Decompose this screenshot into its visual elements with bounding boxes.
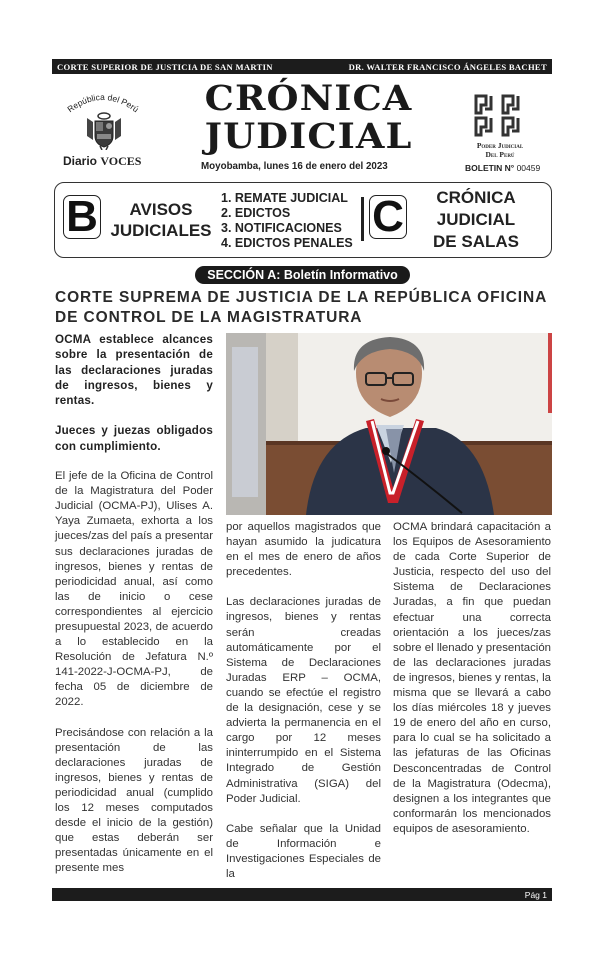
diario-voces-label: Diario VOCES — [63, 154, 142, 168]
article-lead: OCMA establece alcances sobre la presentación de las declaraciones juradas de ingresos, bienes y rentas. — [55, 333, 213, 408]
list-item: 4. EDICTOS PENALES — [221, 236, 353, 250]
paragraph: por aquellos magistrados que hayan asumido la judicatura en el mes de enero de años precedentes. — [226, 521, 381, 579]
article-column-1 — [55, 332, 213, 892]
masthead-title — [196, 80, 421, 156]
masthead-line1: CRÓNICA — [204, 78, 413, 119]
top-header-bar — [52, 59, 552, 74]
peru-coat-of-arms-icon — [84, 110, 124, 150]
man-speaking-photo — [226, 333, 552, 515]
masthead-line2: JUDICIAL — [204, 116, 413, 157]
footer-bar — [52, 888, 552, 901]
article-headline: CORTE SUPREMA DE JUSTICIA DE LA REPÚBLICA OFICINA DE CONTROL DE LA MAGISTRATURA — [55, 289, 547, 326]
court-name: CORTE SUPERIOR DE JUSTICIA DE SAN MARTIN — [57, 61, 273, 72]
diario-voces-logo — [58, 88, 148, 173]
director-name: DR. WALTER FRANCISCO ÁNGELES BACHET — [348, 61, 547, 72]
list-item: 2. EDICTOS — [221, 206, 291, 220]
section-b-letter: B — [63, 195, 101, 239]
list-item: 3. NOTIFICACIONES — [221, 221, 342, 235]
paragraph: Cabe señalar que la Unidad de Información e Investigaciones Especiales de la — [226, 822, 381, 880]
section-b-title: AVISOS JUDICIALES — [110, 200, 212, 240]
paragraph: OCMA brindará capacitación a los Equipos de Asesoramiento de cada Corte Superior de Justicia, respecto del uso del Sistema de Declaraciones Juradas, a fin que puedan efectuar una correcta orientación a los jueces/zas sobre el llenado y presentación de las declaraciones juradas de ingresos, bienes y rentas, la misma que se llevará a cabo los días miércoles 18 y jueves 19 de enero del año en curso, para lo cual se ha solicitado a las jefaturas de las Oficinas Desconcentradas de Control de la Magistratura (Odecma), designen a los integrantes que conformarán los mencionados equipos de asesoramiento. — [393, 521, 551, 835]
paragraph: Precisándose con relación a la presentación de las declaraciones juradas de ingresos, bienes y rentas de periodicidad anual (cumplido los 12 meses computados desde el inicio de la gestión) que estas deberán ser presentadas únicamente en el presente mes — [55, 726, 213, 875]
page-number: Pág 1 — [524, 889, 547, 900]
article-column-3 — [393, 520, 551, 852]
poder-judicial-logo-icon — [473, 93, 525, 139]
section-b-list — [221, 191, 353, 251]
section-label-pill: SECCIÓN A: Boletín Informativo — [195, 266, 410, 284]
divider — [361, 197, 364, 241]
paragraph: El jefe de la Oficina de Control de la Magistratura del Poder Judicial (OCMA-PJ), Ulises A. Yaya Zumaeta, exhorta a los jueces/zas del país a presentar sus declaraciones juradas de ingresos, bienes y rentas de periodicidad anual, así como las de inicio o cese correspondientes al ejercicio presupuestal 2023, de acuerdo a lo establecido en la Resolución de Jefatura N.º 141-2022-J-OCMA-PJ, de fecha 05 de diciembre de 2022. — [55, 470, 213, 709]
article-photo — [226, 333, 552, 515]
svg-text:República del Perú: República del Perú — [65, 91, 141, 115]
section-c-title: CRÓNICA JUDICIAL DE SALAS — [433, 188, 519, 251]
dateline: Moyobamba, lunes 16 de enero del 2023 — [201, 161, 388, 172]
boletin-number: BOLETIN N° 00459 — [465, 163, 541, 173]
section-c-letter: C — [369, 195, 407, 239]
sections-index-box — [54, 182, 552, 258]
article-subhead: Jueces y juezas obligados con cumplimiento. — [55, 424, 213, 453]
article-column-2 — [226, 520, 381, 897]
paragraph: Las declaraciones juradas de ingresos, bienes y rentas serán creadas automáticamente por el Sistema de Declaraciones Juradas ERP – OCMA, cuando se efectúe el registro de la designación, cese y se advierta la permanencia en el cargo por 12 meses ininterrumpido en el Sistema Integrado de Gestión Administrativa (SIGA) del Poder Judicial. — [226, 596, 381, 805]
list-item: 1. REMATE JUDICIAL — [221, 191, 348, 205]
poder-judicial-name: Poder Judicial Del Perú — [476, 141, 524, 159]
